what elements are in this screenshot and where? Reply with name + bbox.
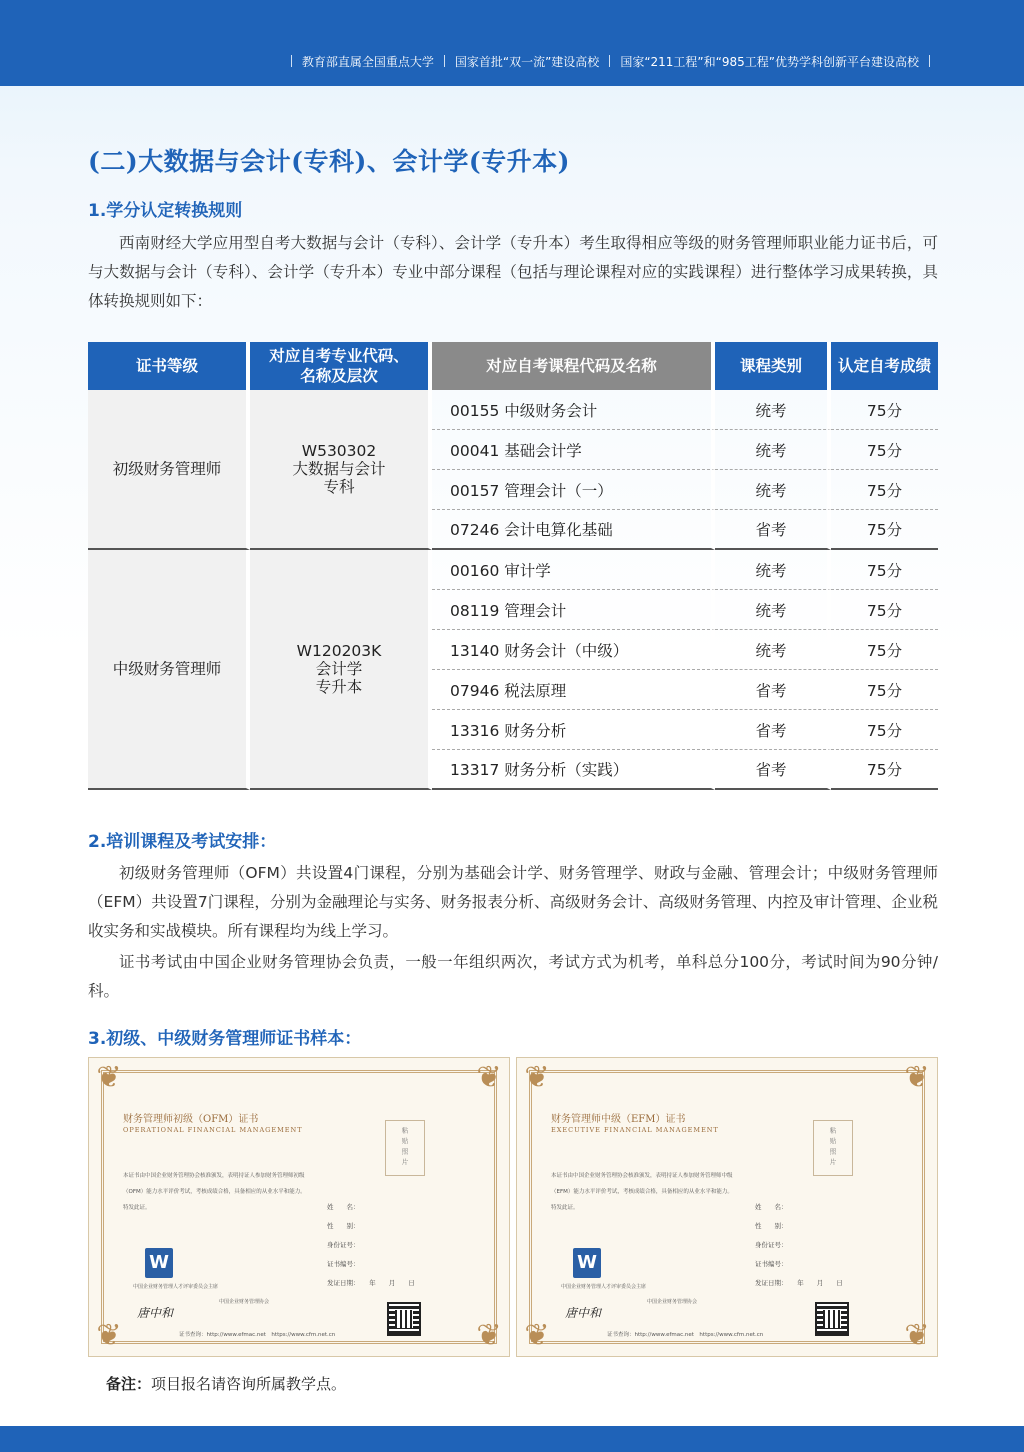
cert-org: 中国企业财务管理人才评审委员会主席 <box>133 1284 219 1290</box>
type-cell: 统考 <box>715 390 831 430</box>
cert-title: 财务管理师中级（EFM）证书 <box>551 1114 686 1125</box>
major-cell <box>250 390 432 550</box>
ornament-icon: ❦ <box>904 1060 930 1095</box>
type-cell: 省考 <box>715 670 831 710</box>
paragraph-exam: 证书考试由中国企业财务管理协会负责，一般一年组织两次，考试方式为机考，单科总分100分，考试时间为90分钟/科。 <box>88 953 938 1000</box>
course-cell: 00160 审计学 <box>432 550 715 590</box>
course-cell: 13316 财务分析 <box>432 710 715 750</box>
logo-icon: W <box>145 1248 173 1278</box>
heading-training: 2.培训课程及考试安排： <box>88 832 277 852</box>
header-course-type: 课程类别 <box>715 342 831 390</box>
major-name: 会计学 <box>315 660 363 678</box>
major-cell <box>250 550 432 790</box>
photo-box: 粘贴照片 <box>385 1120 425 1176</box>
ornament-icon: ❦ <box>524 1060 550 1095</box>
type-cell: 统考 <box>715 430 831 470</box>
qr-code-icon <box>815 1302 849 1336</box>
course-cell: 13317 财务分析（实践） <box>432 750 715 790</box>
ornament-icon: ❦ <box>524 1318 550 1353</box>
paragraph-training-courses: 初级财务管理师（OFM）共设置4门课程，分别为基础会计学、财务管理学、财政与金融、管理会计；中级财务管理师（EFM）共设置7门课程，分别为金融理论与实务、财务报表分析、高级财务会计、高级财务管理、内控及审计管理、企业税收实务和实战模块。所有课程均为线上学习。 <box>88 864 938 940</box>
course-cell: 00155 中级财务会计 <box>432 390 715 430</box>
score-cell: 75分 <box>831 750 938 790</box>
cert-level-cell: 初级财务管理师 <box>88 390 250 550</box>
ornament-icon: ❦ <box>96 1060 122 1095</box>
cert-field: 姓 名： <box>327 1203 360 1211</box>
cert-url: 证书查询：http://www.efmac.net https://www.cfm.net.cn <box>179 1332 336 1338</box>
paragraph-credit-rules: 西南财经大学应用型自考大数据与会计（专科）、会计学（专升本）考生取得相应等级的财务管理师职业能力证书后，可与大数据与会计（专科）、会计学（专升本）专业中部分课程（包括与理论课程对应的实践课程）进行整体学习成果转换，具体转换规则如下： <box>88 234 938 310</box>
photo-box: 粘贴照片 <box>813 1120 853 1176</box>
cert-body-text: 本证书由中国企业财务管理协会核准颁发，表明持证人参加财务管理师中级（EFM）能力水平评价考试，考核成绩合格，具备相应的从业水平和能力。 <box>551 1173 733 1195</box>
score-cell: 75分 <box>831 590 938 630</box>
heading-cert-samples: 3.初级、中级财务管理师证书样本： <box>88 1029 362 1049</box>
type-cell: 省考 <box>715 750 831 790</box>
cert-body <box>123 1168 323 1216</box>
major-code: W530302 <box>301 442 377 460</box>
signature: 唐中和 <box>137 1306 174 1320</box>
major-level: 专科 <box>323 478 355 496</box>
course-cell: 00041 基础会计学 <box>432 430 715 470</box>
certificate-ofm <box>88 1057 510 1357</box>
header-course: 对应自考课程代码及名称 <box>432 342 715 390</box>
logo-icon: W <box>573 1248 601 1278</box>
major-code: W120203K <box>296 642 382 660</box>
cert-field: 性 别： <box>755 1222 788 1230</box>
score-cell: 75分 <box>831 710 938 750</box>
major-level: 专升本 <box>315 678 363 696</box>
course-cell: 00157 管理会计（一） <box>432 470 715 510</box>
cert-level-cell: 中级财务管理师 <box>88 550 250 790</box>
cert-title: 财务管理师初级（OFM）证书 <box>123 1114 259 1125</box>
course-cell: 08119 管理会计 <box>432 590 715 630</box>
banner-tag: 国家首批“双一流”建设高校 <box>454 54 600 69</box>
cert-url: 证书查询：http://www.efmac.net https://www.cfm.net.cn <box>607 1332 764 1338</box>
banner-tag: 教育部直属全国重点大学 <box>301 54 434 69</box>
type-cell: 省考 <box>715 510 831 550</box>
table-row <box>88 390 938 430</box>
signature: 唐中和 <box>565 1306 602 1320</box>
cert-assoc: 中国企业财务管理协会 <box>647 1299 698 1305</box>
header-cert-level: 证书等级 <box>88 342 250 390</box>
cert-special: 特发此证。 <box>551 1205 579 1211</box>
cert-subtitle: EXECUTIVE FINANCIAL MANAGEMENT <box>551 1126 719 1134</box>
score-cell: 75分 <box>831 510 938 550</box>
ornament-icon: ❦ <box>96 1318 122 1353</box>
cert-field: 姓 名： <box>755 1203 788 1211</box>
note <box>106 1373 346 1394</box>
type-cell: 统考 <box>715 470 831 510</box>
cert-subtitle: OPERATIONAL FINANCIAL MANAGEMENT <box>123 1126 303 1134</box>
score-cell: 75分 <box>831 430 938 470</box>
score-cell: 75分 <box>831 390 938 430</box>
credit-conversion-table <box>88 342 938 790</box>
header-score: 认定自考成绩 <box>831 342 938 390</box>
banner-tag: 国家“211工程”和“985工程”优势学科创新平台建设高校 <box>620 54 919 69</box>
score-cell: 75分 <box>831 670 938 710</box>
note-label: 备注： <box>106 1375 152 1393</box>
cert-field: 证书编号： <box>755 1260 788 1268</box>
qr-code-icon <box>387 1302 421 1336</box>
bottom-bar <box>0 1426 1024 1452</box>
cert-assoc: 中国企业财务管理协会 <box>219 1299 270 1305</box>
course-cell: 07246 会计电算化基础 <box>432 510 715 550</box>
type-cell: 统考 <box>715 550 831 590</box>
heading-credit-rules: 1.学分认定转换规则 <box>88 201 243 221</box>
top-banner <box>0 0 1024 86</box>
header-major-text: 对应自考专业代码、名称及层次 <box>269 347 409 385</box>
banner-tags <box>281 52 940 70</box>
major-name: 大数据与会计 <box>292 460 386 478</box>
score-cell: 75分 <box>831 470 938 510</box>
cert-field: 身份证号： <box>327 1241 360 1249</box>
note-text: 项目报名请咨询所属教学点。 <box>151 1375 347 1393</box>
cert-field: 证书编号： <box>327 1260 360 1268</box>
certificate-samples <box>88 1057 938 1357</box>
header-major <box>250 342 432 390</box>
type-cell: 统考 <box>715 630 831 670</box>
ornament-icon: ❦ <box>476 1060 502 1095</box>
section-title: (二)大数据与会计(专科)、会计学(专升本) <box>88 147 570 176</box>
course-cell: 07946 税法原理 <box>432 670 715 710</box>
cert-field: 性 别： <box>327 1222 360 1230</box>
cert-field: 身份证号： <box>755 1241 788 1249</box>
cert-org: 中国企业财务管理人才评审委员会主席 <box>561 1284 647 1290</box>
score-cell: 75分 <box>831 550 938 590</box>
type-cell: 省考 <box>715 710 831 750</box>
cert-body <box>551 1168 751 1216</box>
score-cell: 75分 <box>831 630 938 670</box>
cert-field: 发证日期： 年 月 日 <box>755 1279 843 1287</box>
cert-fields <box>755 1198 843 1293</box>
certificate-efm <box>516 1057 938 1357</box>
cert-special: 特发此证。 <box>123 1205 151 1211</box>
course-cell: 13140 财务会计（中级） <box>432 630 715 670</box>
ornament-icon: ❦ <box>904 1318 930 1353</box>
type-cell: 统考 <box>715 590 831 630</box>
table-row <box>88 550 938 590</box>
cert-field: 发证日期： 年 月 日 <box>327 1279 415 1287</box>
cert-body-text: 本证书由中国企业财务管理协会核准颁发，表明持证人参加财务管理师初级（OFM）能力水平评价考试，考核成绩合格，具备相应的从业水平和能力。 <box>123 1173 306 1195</box>
ornament-icon: ❦ <box>476 1318 502 1353</box>
cert-fields <box>327 1198 415 1293</box>
